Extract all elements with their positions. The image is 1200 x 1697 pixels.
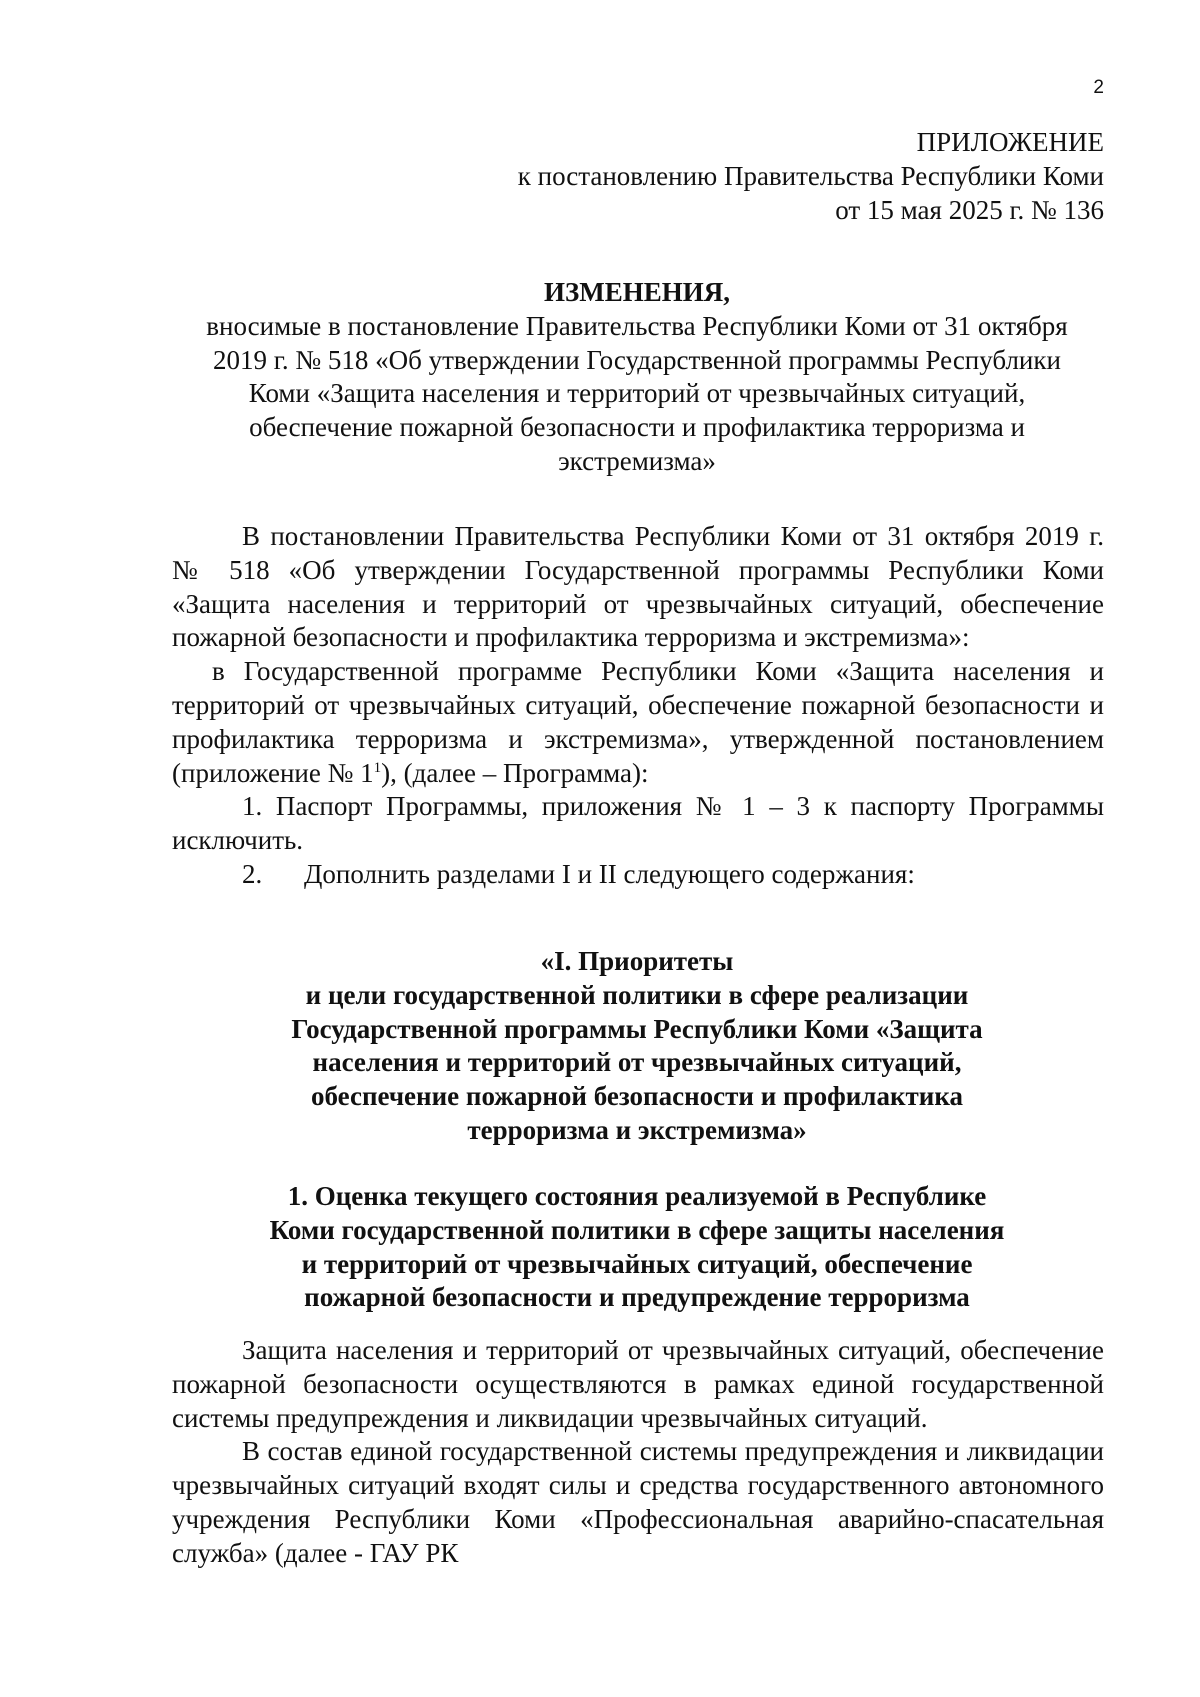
page-number: 2 [1093,77,1104,98]
list-item-2-text: Дополнить разделами I и II следующего содержания: [304,858,915,889]
subsection-heading-line: пожарной безопасности и предупреждение терроризма [304,1282,970,1313]
section-heading-line: населения и территорий от чрезвычайных ситуаций, [312,1047,962,1078]
changes-subtitle-line: экстремизма» [558,445,716,476]
appendix-title: ПРИЛОЖЕНИЕ [916,127,1104,157]
changes-title: ИЗМЕНЕНИЯ, [543,277,730,307]
intro-paragraph-2 [172,655,1104,790]
subsection-heading-line: и территорий от чрезвычайных ситуаций, обеспечение [301,1248,973,1279]
subsection-1-heading [170,1180,1104,1315]
appendix-date: от 15 мая 2025 г. № 136 [835,194,1104,225]
section-1-heading [170,945,1104,1148]
intro-paragraph-1: В постановлении Правительства Республики Коми от 31 октября 2019 г. № 518 «Об утверждении Государственной программы Республики Коми «Защита населения и территорий от чрезвычайных ситуаций, обеспечение пожарной безопасности и профилактика терроризма и экстремизма»: [172,521,1104,653]
body-paragraph-1: Защита населения и территорий от чрезвычайных ситуаций, обеспечение пожарной безопасности осуществляются в рамках единой государственной системы предупреждения и ликвидации чрезвычайных ситуаций. [172,1335,1104,1433]
list-item-2-number: 2. [242,858,263,889]
list-item-1: 1. Паспорт Программы, приложения № 1 – 3 к паспорту Программы исключить. [172,791,1104,856]
changes-subtitle-line: 2019 г. № 518 «Об утверждении Государственной программы Республики [213,344,1061,375]
section-heading-line: обеспечение пожарной безопасности и профилактика [311,1081,963,1112]
changes-subtitle-line: Коми «Защита населения и территорий от чрезвычайных ситуаций, [248,378,1026,409]
subsection-heading-line: 1. Оценка текущего состояния реализуемой в Республике [287,1181,987,1211]
section-heading-line: «I. Приоритеты [540,946,734,976]
intro-paragraph-2-text: в Государственной программе Республики Коми «Защита населения и территорий от чрезвычайных ситуаций, обеспечение пожарной безопасности и профилактика терроризма и экстремизма», утвержденной постановлением (приложение № 1 [172,656,1104,788]
section-heading-line: Государственной программы Республики Коми «Защита [291,1013,983,1044]
body-text [172,1334,1104,1571]
changes-heading [170,276,1104,479]
subsection-heading-line: Коми государственной политики в сфере защиты населения [269,1214,1005,1245]
intro-paragraph-2-tail: ), (далее – Программа): [381,757,649,788]
body-paragraph-2: В состав единой государственной системы предупреждения и ликвидации чрезвычайных ситуаций входят силы и средства государственного автономного учреждения Республики Коми «Профессиональная аварийно-спасательная служба» (далее - ГАУ РК [172,1436,1104,1568]
section-heading-line: терроризма и экстремизма» [467,1114,807,1145]
changes-subtitle-line: вносимые в постановление Правительства Республики Коми от 31 октября [206,310,1068,341]
section-heading-line: и цели государственной политики в сфере реализации [305,979,969,1010]
footnote-marker: 1 [373,759,382,776]
list-item-2 [172,858,1104,892]
appendix-block [304,126,1104,227]
intro-text [172,520,1104,892]
appendix-reference: к постановлению Правительства Республики Коми [517,160,1104,191]
changes-subtitle-line: обеспечение пожарной безопасности и профилактика терроризма и [249,412,1025,443]
